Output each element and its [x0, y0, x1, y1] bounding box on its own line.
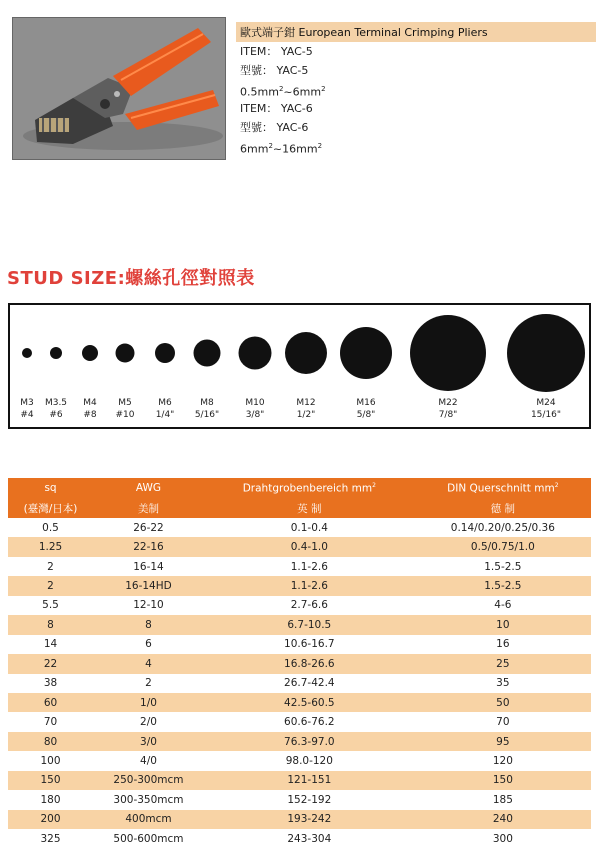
subheader-drahtgroben: 英 制 — [204, 498, 415, 518]
table-cell: 4 — [93, 654, 204, 673]
table-row — [8, 712, 591, 731]
stud-imperial-label: 5/16" — [194, 410, 220, 420]
table-cell: 16-14HD — [93, 576, 204, 595]
stud-imperial-label: 15/16" — [530, 410, 562, 420]
stud-imperial-label: 1/4" — [155, 410, 175, 420]
table-cell: 3/0 — [93, 732, 204, 751]
table-row — [8, 790, 591, 809]
table-row — [8, 615, 591, 634]
stud-metric-label: M12 — [296, 398, 316, 408]
header-din: DIN Querschnitt $mm^2$ — [415, 478, 591, 498]
table-cell: 22 — [8, 654, 93, 673]
stud-circle — [239, 337, 272, 370]
table-cell: 50 — [415, 693, 591, 712]
table-row — [8, 596, 591, 615]
table-cell: 22-16 — [93, 537, 204, 556]
table-cell: 185 — [492, 793, 513, 806]
table-cell: 16.8-26.6 — [204, 654, 415, 673]
table-cell: 10 — [415, 615, 591, 634]
stud-circle — [410, 315, 486, 391]
table-cell: 2 — [47, 560, 54, 573]
table-cell: 80 — [8, 732, 93, 751]
table-cell: 42.5-60.5 — [204, 693, 415, 712]
spec-line: ITEM： YAC-5 — [240, 45, 313, 58]
stud-circle — [116, 344, 135, 363]
table-cell: 1.25 — [8, 537, 93, 556]
table-cell: 12-10 — [133, 599, 164, 612]
table-cell: 2.7-6.6 — [290, 599, 328, 612]
spec-line: $6mm^2\sim 16mm^2$ — [240, 142, 323, 156]
table-cell: 10.6-16.7 — [284, 638, 335, 651]
table-cell: 60.6-76.2 — [284, 716, 335, 729]
table-cell: 8 — [8, 615, 93, 634]
table-cell: 70 — [496, 716, 510, 729]
stud-size-heading: STUD SIZE:螺絲孔徑對照表 — [7, 268, 255, 289]
table-cell: 193-242 — [204, 810, 415, 829]
table-cell: 16 — [496, 638, 510, 651]
stud-circle — [155, 343, 175, 363]
table-cell: 180 — [40, 793, 61, 806]
table-cell: 0.4-1.0 — [204, 537, 415, 556]
stud-metric-label: M16 — [356, 398, 376, 408]
table-row — [8, 810, 591, 829]
table-cell: 120 — [492, 754, 513, 767]
table-cell: 6 — [145, 638, 152, 651]
table-row — [8, 693, 591, 712]
table-row — [8, 537, 591, 556]
stud-imperial-label: #4 — [20, 410, 34, 420]
table-cell: 1.1-2.6 — [290, 560, 328, 573]
stud-circle — [22, 348, 32, 358]
table-cell: 2/0 — [140, 716, 157, 729]
table-row — [8, 751, 591, 770]
stud-imperial-label: #10 — [115, 410, 135, 420]
table-cell: 0.14/0.20/0.25/0.36 — [450, 521, 555, 534]
table-cell: 95 — [415, 732, 591, 751]
table-cell: 500-600mcm — [113, 832, 184, 845]
table-cell: 100 — [40, 754, 61, 767]
stud-imperial-label: #8 — [83, 410, 97, 420]
table-cell: 4-6 — [494, 599, 512, 612]
stud-metric-label: M5 — [118, 398, 132, 408]
table-cell: 16-14 — [133, 560, 164, 573]
stud-metric-label: M3.5 — [44, 398, 68, 408]
stud-imperial-label: #6 — [49, 410, 63, 420]
stud-imperial-label: 5/8" — [356, 410, 376, 420]
table-row — [8, 635, 591, 654]
product-spec — [236, 22, 596, 156]
table-cell: 325 — [40, 832, 61, 845]
table-cell: 1/0 — [93, 693, 204, 712]
table-header-row — [8, 478, 591, 498]
table-cell: 4/0 — [140, 754, 157, 767]
stud-circles — [10, 305, 593, 431]
stud-imperial-label: 1/2" — [296, 410, 316, 420]
table-cell: 150 — [415, 771, 591, 790]
header-drahtgroben: Drahtgrobenbereich $mm^2$ — [204, 478, 415, 498]
table-cell: 14 — [43, 638, 58, 651]
stud-circle — [285, 332, 327, 374]
table-cell: 200 — [8, 810, 93, 829]
table-cell: 150 — [8, 771, 93, 790]
table-cell: 70 — [43, 716, 58, 729]
table-cell: 0.5/0.75/1.0 — [415, 537, 591, 556]
table-cell: 1.5-2.5 — [484, 560, 522, 573]
table-cell: 98.0-120 — [285, 754, 333, 767]
stud-metric-label: M22 — [438, 398, 458, 408]
table-cell: 5.5 — [42, 599, 59, 612]
table-row — [8, 829, 591, 848]
table-cell: 1.5-2.5 — [415, 576, 591, 595]
spec-line: $0.5mm^2\sim 6mm^2$ — [240, 85, 326, 99]
table-cell: 121-151 — [204, 771, 415, 790]
table-cell: 2 — [145, 677, 152, 690]
table-cell: 2 — [8, 576, 93, 595]
table-cell: 35 — [496, 677, 510, 690]
subheader-sq: (臺灣/日本) — [8, 498, 93, 518]
header-awg: AWG — [93, 478, 204, 498]
stud-circle — [340, 327, 392, 379]
stud-circle — [50, 347, 62, 359]
table-cell: 38 — [43, 677, 58, 690]
table-cell: 8 — [93, 615, 204, 634]
table-row — [8, 518, 591, 537]
stud-size-chart — [8, 303, 591, 429]
table-cell: 1.1-2.6 — [204, 576, 415, 595]
subheader-din: 德 制 — [415, 498, 591, 518]
table-row — [8, 557, 591, 576]
table-cell: 400mcm — [93, 810, 204, 829]
stud-metric-label: M4 — [83, 398, 97, 408]
spec-line: ITEM： YAC-6 — [240, 102, 313, 115]
spec-line: 型號： YAC-6 — [240, 121, 309, 134]
header-sq: sq — [8, 478, 93, 498]
wire-size-table — [8, 478, 591, 848]
table-cell: 240 — [415, 810, 591, 829]
table-cell: 300 — [492, 832, 513, 845]
table-cell: 0.1-0.4 — [290, 521, 328, 534]
table-cell: 300-350mcm — [113, 793, 184, 806]
table-cell: 6.7-10.5 — [204, 615, 415, 634]
table-subheader-row — [8, 498, 591, 518]
stud-metric-label: M24 — [536, 398, 556, 408]
stud-circle — [507, 314, 585, 392]
stud-metric-label: M10 — [245, 398, 265, 408]
stud-metric-label: M8 — [200, 398, 214, 408]
table-row — [8, 576, 591, 595]
stud-metric-label: M3 — [20, 398, 34, 408]
table-cell: 26-22 — [133, 521, 164, 534]
stud-circle — [82, 345, 98, 361]
table-row — [8, 771, 591, 790]
stud-imperial-label: 7/8" — [438, 410, 458, 420]
subheader-awg: 美制 — [93, 498, 204, 518]
table-cell: 26.7-42.4 — [284, 677, 335, 690]
table-row — [8, 654, 591, 673]
table-cell: 60 — [8, 693, 93, 712]
table-cell: 250-300mcm — [93, 771, 204, 790]
stud-metric-label: M6 — [158, 398, 172, 408]
table-cell: 25 — [415, 654, 591, 673]
table-cell: 76.3-97.0 — [204, 732, 415, 751]
table-row — [8, 732, 591, 751]
table-cell: 0.5 — [42, 521, 59, 534]
spec-line: 型號： YAC-5 — [240, 64, 309, 77]
product-title: 歐式端子鉗 European Terminal Crimping Pliers — [236, 22, 596, 42]
crimping-pliers-image — [13, 18, 225, 159]
pliers-photo — [12, 17, 226, 160]
table-cell: 152-192 — [287, 793, 332, 806]
table-cell: 243-304 — [287, 832, 332, 845]
table-row — [8, 674, 591, 693]
stud-imperial-label: 3/8" — [245, 410, 265, 420]
stud-circle — [194, 340, 221, 367]
